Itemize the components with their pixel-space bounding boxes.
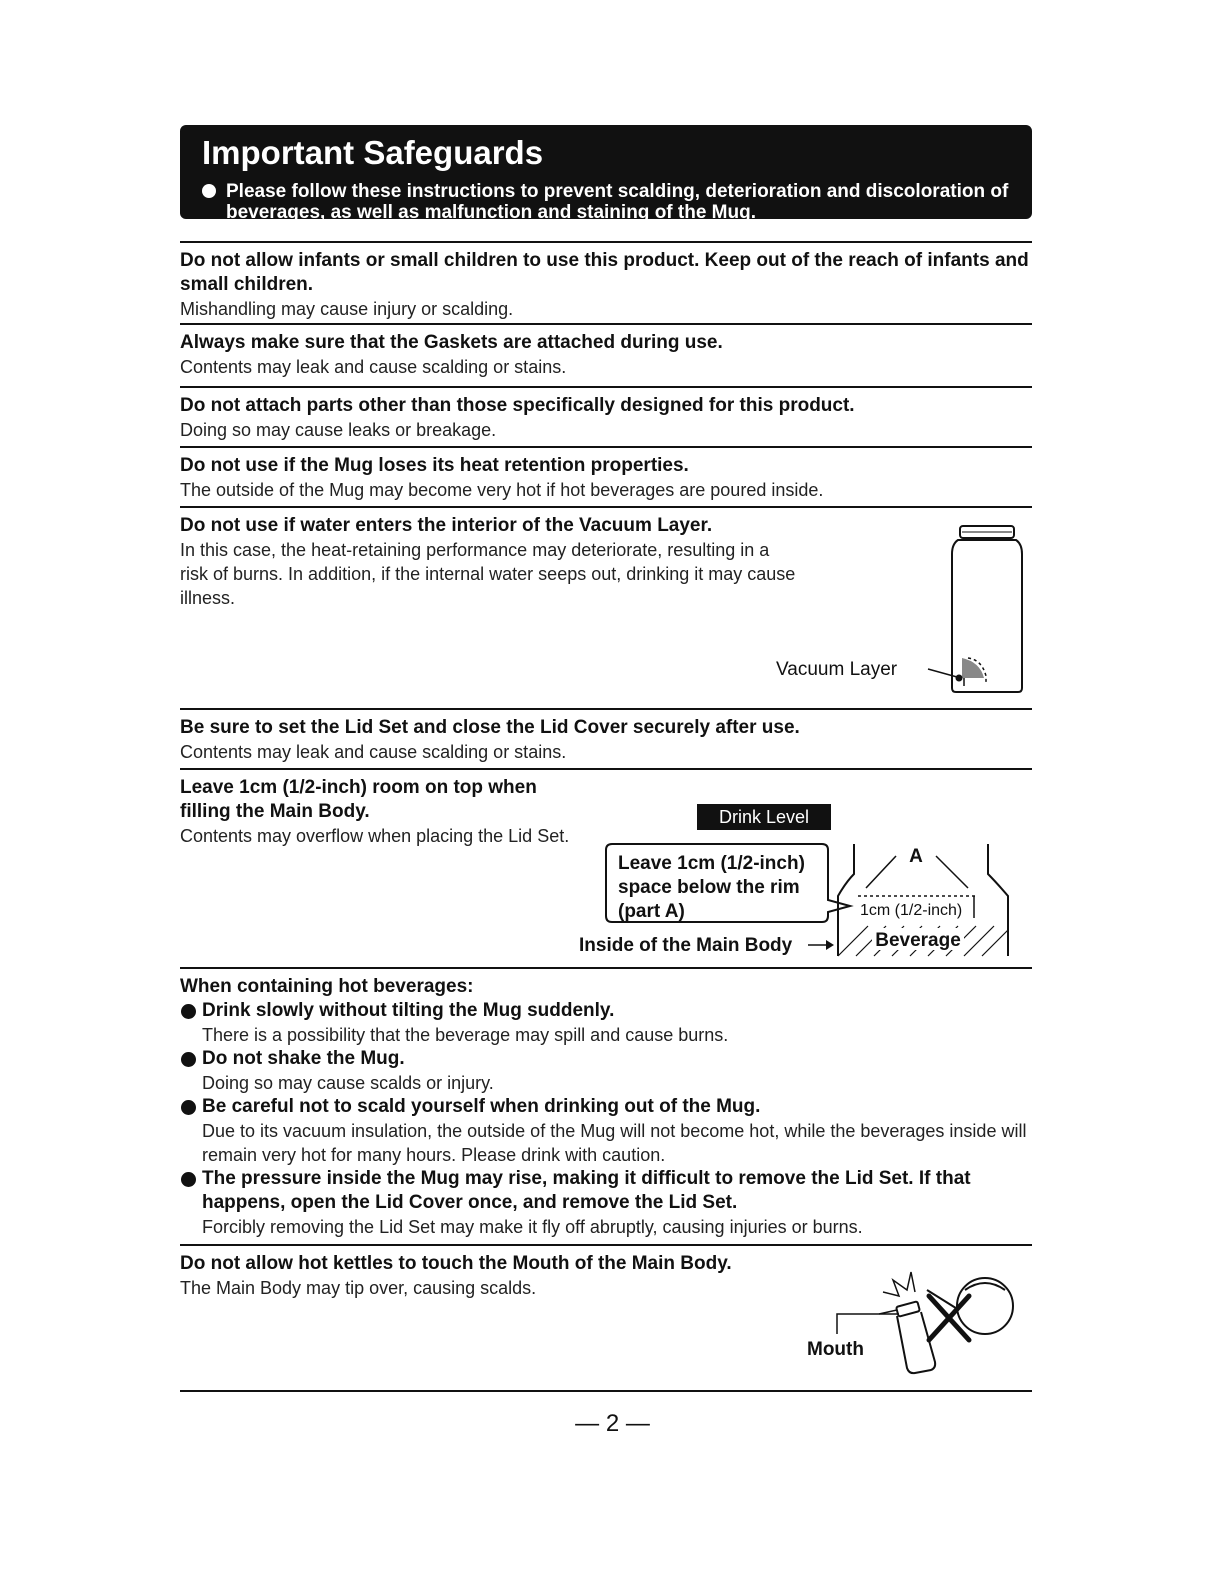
- section-text: Contents may leak and cause scalding or stains.: [180, 357, 567, 377]
- beverage-label: Beverage: [875, 930, 961, 951]
- section-heading: Be sure to set the Lid Set and close the Lid Cover securely after use.: [180, 717, 800, 738]
- callout-line-3: (part A): [618, 901, 685, 922]
- section-text: In this case, the heat-retaining performance may deteriorate, resulting in a risk of burns. In addition, if the internal water seeps out, drinking it may cause illness.: [180, 540, 796, 608]
- bullet-heading: Drink slowly without tilting the Mug suddenly.: [202, 1000, 615, 1021]
- section-text: Contents may overflow when placing the Lid Set.: [180, 826, 570, 846]
- banner-title: Important Safeguards: [202, 134, 544, 171]
- part-a-letter: A: [909, 846, 923, 867]
- safeguards-banner: [180, 125, 1032, 223]
- safeguard-vacuum-layer: [180, 506, 1032, 708]
- section-heading: Do not use if the Mug loses its heat retention properties.: [180, 455, 689, 476]
- banner-bullet: [202, 181, 1010, 223]
- vacuum-layer-label: Vacuum Layer: [776, 659, 898, 680]
- list-item: [180, 999, 1032, 1047]
- inside-main-body-label: Inside of the Main Body: [579, 935, 793, 956]
- bullet-text: There is a possibility that the beverage may spill and cause burns.: [202, 1025, 729, 1045]
- safeguards-page: [180, 125, 1032, 1386]
- kettle-figure: [795, 1256, 1035, 1386]
- footer-divider: [180, 1390, 1032, 1392]
- arrow-head-icon: [826, 940, 834, 950]
- bullet-heading: Do not shake the Mug.: [202, 1048, 405, 1069]
- safeguard-gaskets: [180, 323, 1032, 386]
- safeguard-hot-beverages: [180, 967, 1032, 1244]
- safeguard-infants: [180, 241, 1032, 323]
- section-heading: Do not use if water enters the interior of the Vacuum Layer.: [180, 515, 713, 536]
- bullet-dot-icon: [181, 1052, 196, 1067]
- bullet-heading: Be careful not to scald yourself when drinking out of the Mug.: [202, 1096, 761, 1117]
- vacuum-layer-dot: [956, 675, 963, 682]
- bullet-text: Doing so may cause scalds or injury.: [202, 1073, 494, 1093]
- list-item: [180, 1167, 1032, 1239]
- section-text: Contents may leak and cause scalding or stains.: [180, 742, 567, 762]
- section-heading: Do not attach parts other than those specifically designed for this product.: [180, 395, 855, 416]
- section-heading: Do not allow hot kettles to touch the Mouth of the Main Body.: [180, 1253, 732, 1274]
- drink-level-badge-text: Drink Level: [718, 807, 810, 827]
- hot-beverage-bullets: [180, 999, 1032, 1239]
- section-heading: When containing hot beverages:: [180, 976, 474, 997]
- banner-bullet-text: Please follow these instructions to prevent scalding, deterioration and discoloration of beverages, as well as malfunction and staining of the Mug.: [226, 181, 1009, 223]
- bullet-text: Due to its vacuum insulation, the outside of the Mug will not become hot, while the beverages inside will remain very hot for many hours. Please drink with caution.: [202, 1121, 1027, 1165]
- safeguard-lid-set: [180, 708, 1032, 768]
- section-heading: Do not allow infants or small children to use this product. Keep out of the reach of infants and small children.: [180, 250, 1029, 295]
- section-text: Mishandling may cause injury or scalding.: [180, 299, 514, 319]
- bullet-dot-icon: [202, 184, 216, 198]
- vacuum-layer-marker: [962, 658, 984, 678]
- mouth-leader: [837, 1314, 899, 1334]
- safeguard-drink-level: [180, 768, 1032, 967]
- safeguard-heat-retention: [180, 446, 1032, 506]
- list-item: [180, 1047, 1032, 1095]
- measure-label: 1cm (1/2-inch): [860, 902, 963, 919]
- callout-line-1: Leave 1cm (1/2-inch): [618, 853, 805, 874]
- bullet-dot-icon: [181, 1004, 196, 1019]
- section-heading: Always make sure that the Gaskets are attached during use.: [180, 332, 723, 353]
- callout-line-2: space below the rim: [618, 877, 800, 898]
- safeguard-parts: [180, 386, 1032, 446]
- drink-level-figure: [576, 780, 1036, 965]
- part-a-arrow-left: [866, 856, 896, 888]
- mouth-label: Mouth: [807, 1339, 864, 1360]
- section-text: Doing so may cause leaks or breakage.: [180, 420, 497, 440]
- bullet-heading: The pressure inside the Mug may rise, making it difficult to remove the Lid Set. If that happens, open the Lid Cover once, and remove the Lid Set.: [202, 1168, 971, 1213]
- bullet-dot-icon: [181, 1100, 196, 1115]
- vacuum-layer-figure: [770, 518, 1030, 698]
- bullet-dot-icon: [181, 1172, 196, 1187]
- section-text: The Main Body may tip over, causing scalds.: [180, 1278, 537, 1298]
- list-item: [180, 1095, 1032, 1167]
- bullet-text: Forcibly removing the Lid Set may make it fly off abruptly, causing injuries or burns.: [202, 1217, 863, 1237]
- part-a-arrow-right: [936, 856, 968, 888]
- page-number: — 2 —: [575, 1410, 650, 1437]
- safeguard-kettle: [180, 1244, 1032, 1386]
- section-heading: Leave 1cm (1/2-inch) room on top when filling the Main Body.: [180, 777, 537, 822]
- section-text: The outside of the Mug may become very hot if hot beverages are poured inside.: [180, 480, 824, 500]
